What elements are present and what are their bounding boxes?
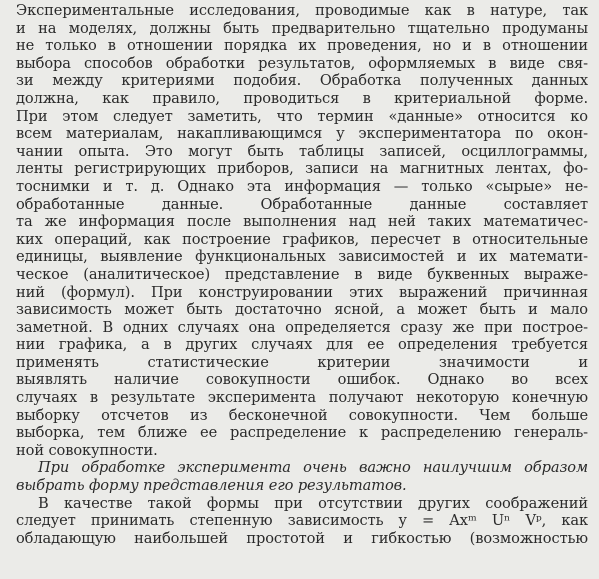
text-line: нии графика, а в других случаях для ее определения требуется [16, 336, 588, 354]
text-line: та же информация после выполнения над ней таких математичес- [16, 213, 588, 231]
text-line: В качестве такой формы при отсутствии других соображений [38, 494, 588, 512]
text-line: ких операций, как построение графиков, пересчет в относительные [16, 230, 588, 248]
text-line: выборку отсчетов из бесконечной совокупности. Чем больше [16, 406, 588, 424]
text-line: ний (формул). При конструировании этих выражений причинная [16, 283, 588, 301]
text-line: должна, как правило, проводиться в критериальной форме. [16, 89, 588, 107]
text-line: При обработке эксперимента очень важно наилучшим образом [38, 459, 588, 477]
text-line: единицы, выявление функциональных зависимостей и их математи- [16, 248, 588, 266]
paragraph-3 [16, 495, 588, 548]
text-line: случаях в результате эксперимента получают некоторую конечную [16, 389, 588, 407]
text-line: заметной. В одних случаях она определяется сразу же при построе- [16, 318, 588, 336]
text-line: выборка, тем ближе ее распределение к распределению генераль- [16, 424, 588, 442]
text-line: и на моделях, должны быть предварительно тщательно продуманы [16, 19, 588, 37]
text-line: чании опыта. Это могут быть таблицы записей, осциллограммы, [16, 142, 588, 160]
text-line: ческое (аналитическое) представление в виде буквенных выраже- [16, 265, 588, 283]
text-line: ленты регистрирующих приборов, записи на магнитных лентах, фо- [16, 160, 588, 178]
text-line: обработанные данные. Обработанные данные составляет [16, 195, 588, 213]
text-line: зи между критериями подобия. Обработка полученных данных [16, 72, 588, 90]
text-line: выбрать форму представления его результатов. [16, 477, 407, 495]
paragraph-2-emphasis [16, 459, 588, 494]
text-line: тоснимки и т. д. Однако эта информация — только «сырые» не- [16, 177, 588, 195]
text-line: При этом следует заметить, что термин «данные» относится ко [16, 107, 588, 125]
text-line: ной совокупности. [16, 441, 158, 459]
text-line: выявлять наличие совокупности ошибок. Однако во всех [16, 371, 588, 389]
text-line: не только в отношении порядка их проведения, но и в отношении [16, 37, 588, 55]
text-line: всем материалам, накапливающимся у экспериментатора по окон- [16, 125, 588, 143]
text-line: зависимость может быть достаточно ясной, а может быть и мало [16, 301, 588, 319]
text-line: применять статистические критерии значимости и [16, 353, 588, 371]
document-body [16, 2, 588, 547]
text-line-with-formula: следует принимать степенную зависимость y = Axᵐ Uⁿ Vᵖ, как [16, 512, 588, 530]
paragraph-1 [16, 2, 588, 459]
text-line: обладающую наибольшей простотой и гибкостью (возможностью [16, 529, 588, 547]
text-line: Экспериментальные исследования, проводимые как в натуре, так [16, 2, 588, 19]
text-line: выбора способов обработки результатов, оформляемых в виде свя- [16, 54, 588, 72]
